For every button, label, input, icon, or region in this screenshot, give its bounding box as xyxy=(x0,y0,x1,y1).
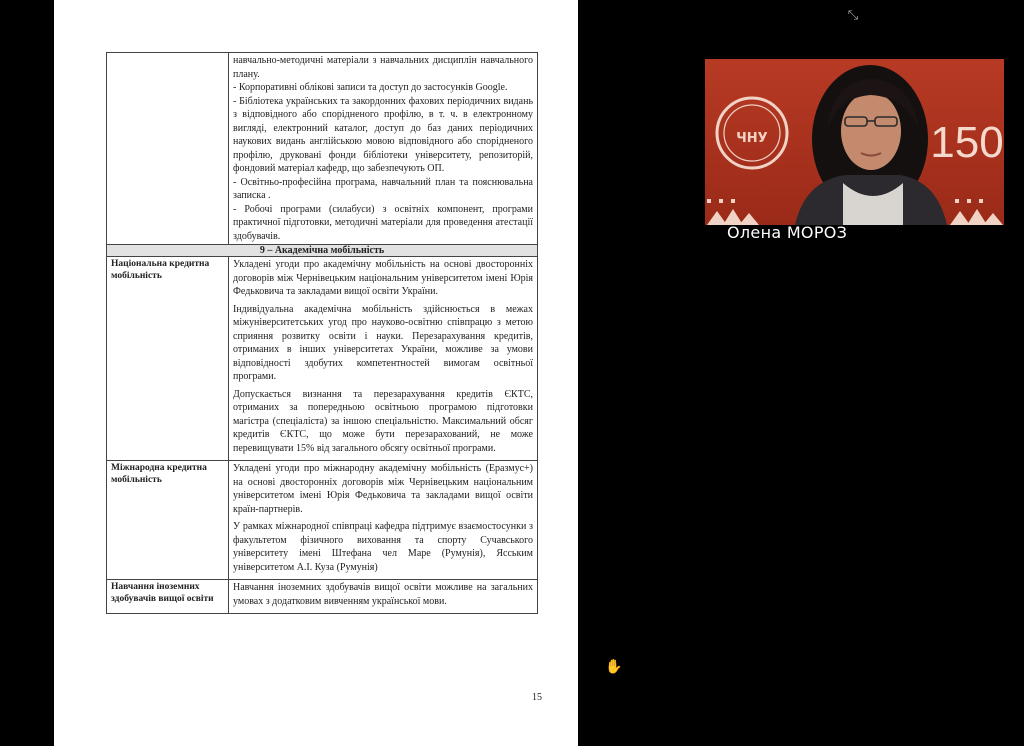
paragraph: Укладені угоди про міжнародну академічну мобільність (Еразмус+) на основі двосторонніх договорів між Чернівецьким національним університетом імені Юрія Федьковича та закладами вищої освіти країн-партнерів. xyxy=(233,463,533,515)
section-title: 9 – Академічна мобільність xyxy=(107,245,538,257)
section-header-row xyxy=(107,245,538,257)
list-item: навчально-методичні матеріали з навчальних дисциплін навчального плану. xyxy=(233,55,533,80)
resources-cell xyxy=(229,53,538,245)
empty-label-cell xyxy=(107,53,229,245)
table-row xyxy=(107,257,538,461)
shared-document-page xyxy=(54,0,578,746)
row-content xyxy=(229,461,538,580)
raised-hand-icon: ✋ xyxy=(605,659,623,675)
seal-logo-text: ЧНУ xyxy=(736,131,768,146)
participant-name: Олена МОРОЗ xyxy=(727,223,848,242)
list-item: - Корпоративні облікові записи та доступ до застосунків Google. xyxy=(233,82,508,93)
table-row xyxy=(107,580,538,614)
paragraph: Навчання іноземних здобувачів вищої освіти можливе на загальних умовах з додатковим вивченням української мови. xyxy=(233,582,533,607)
row-content xyxy=(229,580,538,614)
anniversary-badge: 150 xyxy=(930,118,1004,167)
paragraph: Допускається визнання та перезарахування кредитів ЄКТС, отриманих за попередньою освітньою програмою підготовки магістра (спеціаліста) за іншою спеціальністю. Максимальний обсяг кредитів ЄКТС, що може бути перезарахований, не може перевищувати 15% від загального обсягу освітньої програми. xyxy=(233,388,533,454)
paragraph: У рамках міжнародної співпраці кафедра підтримує взаємостосунки з факультетом фізичного виховання та спорту Сучавського університету імені Штефана чел Маре (Румунія), Ясським університетом А.І. Куза (Румунія) xyxy=(233,521,533,573)
program-table xyxy=(106,52,538,614)
minimize-icon[interactable]: ⤡ xyxy=(847,8,859,23)
presenter-figure xyxy=(795,65,947,225)
list-item: - Бібліотека українських та закордонних фахових періодичних видань з відповідного або спорідненого профілю, в т. ч. в електронному вигляді, електронний каталог, доступ до баз даних періодичних наукових видань англійською мовою відповідного або спорідненого профілю, друковані фонди бібліотеки університету, репозиторій, фондовий матеріал кафедр, що забезпечують ОП. xyxy=(233,95,533,174)
table-row xyxy=(107,53,538,245)
paragraph: Укладені угоди про академічну мобільність на основі двосторонніх договорів між Чернівецьким національним університетом імені Юрія Федьковича та закладами вищої освіти України. xyxy=(233,259,533,297)
video-scene xyxy=(705,59,1004,225)
video-frame xyxy=(705,59,1004,225)
row-label: Національна кредитна мобільність xyxy=(107,257,229,461)
participant-video-tile[interactable] xyxy=(705,59,1004,251)
page-number: 15 xyxy=(532,692,542,703)
paragraph: Індивідуальна академічна мобільність здійснюється в межах міжуніверситетських угод про науково-освітню співпрацю з метою сприяння розвитку освіти і науки. Перезарахування кредитів, отриманих в інших університетах України, можливе за умови відповідності здобутих компетентностей вимогам освітньої програми. xyxy=(233,303,533,382)
table-row xyxy=(107,461,538,580)
row-label: Міжнародна кредитна мобільність xyxy=(107,461,229,580)
row-label: Навчання іноземних здобувачів вищої освіти xyxy=(107,580,229,614)
row-content xyxy=(229,257,538,461)
list-item: - Освітньо-професійна програма, навчальний план та пояснювальна записка . xyxy=(233,176,533,201)
list-item: - Робочі програми (силабуси) з освітніх компонент, програми практичної підготовки, методичні матеріали для проведення атестації здобувачів. xyxy=(233,203,533,242)
